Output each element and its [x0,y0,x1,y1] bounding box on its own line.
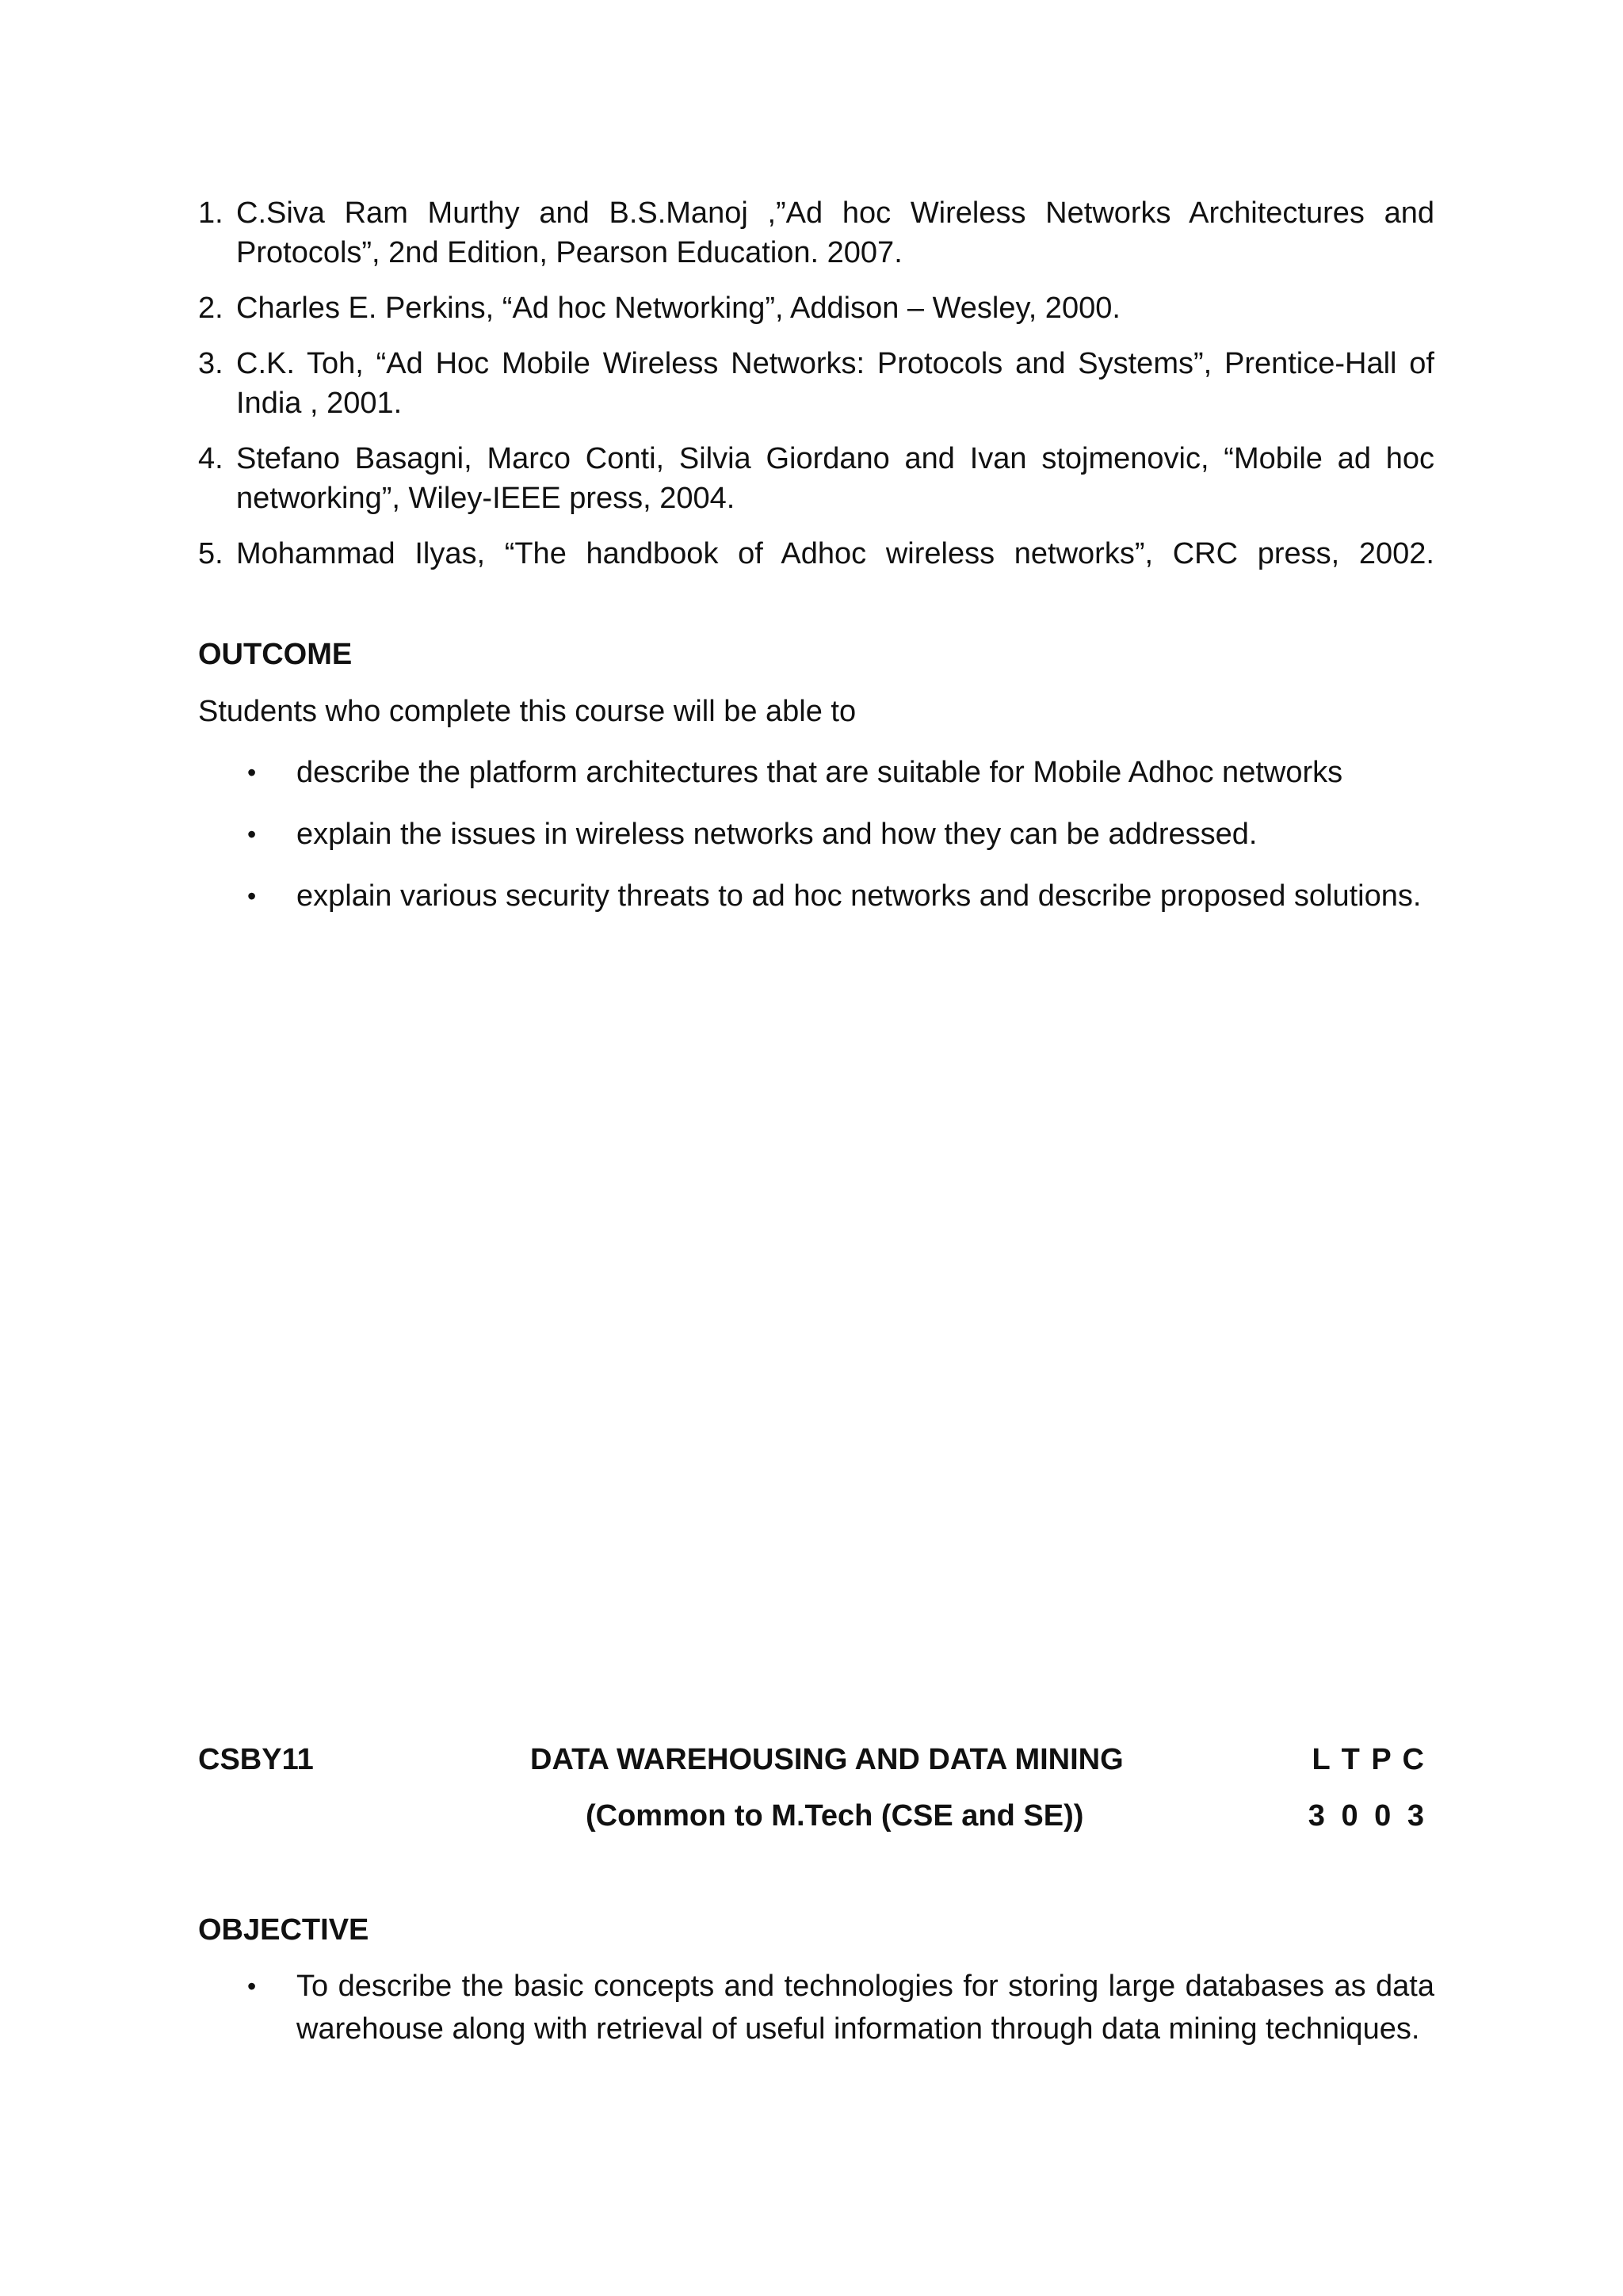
bullet-icon: • [247,882,257,910]
reference-text: Mohammad Ilyas, “The handbook of Adhoc wireless networks”, CRC press, 2002. [236,537,1434,570]
outcome-bullet-text: explain the issues in wireless networks and how they can be addressed. [296,818,1258,851]
outcome-bullet-text: explain various security threats to ad hoc networks and describe proposed solutions. [296,879,1422,913]
objective-bullet-text: To describe the basic concepts and technologies for storing large databases as data warehouse along with retrieval of useful information through data mining techniques. [296,1970,1434,2046]
ltpc-values: 3 0 0 3 [1308,1799,1424,1833]
course-subtitle: (Common to M.Tech (CSE and SE)) [586,1799,1084,1833]
reference-number: 4. [198,442,223,475]
reference-list [198,193,1434,589]
course-subheader-row [198,1796,1434,1836]
reference-text: Stefano Basagni, Marco Conti, Silvia Giordano and Ivan stojmenovic, “Mobile ad hoc networking”, Wiley-IEEE press, 2004. [236,442,1434,515]
reference-number: 2. [198,292,223,325]
outcome-bullet-item [198,875,1434,917]
bullet-icon: • [247,758,257,787]
course-header-row [198,1740,1434,1779]
reference-number: 1. [198,196,223,230]
reference-text: C.Siva Ram Murthy and B.S.Manoj ,”Ad hoc Wireless Networks Architectures and Protocols”, 2nd Edition, Pearson Education. 2007. [236,196,1434,269]
outcome-bullet-list [198,751,1434,936]
outcome-bullet-text: describe the platform architectures that are suitable for Mobile Adhoc networks [296,756,1343,789]
ltpc-labels: L T P C [1312,1743,1424,1776]
outcome-intro: Students who complete this course will be able to [198,695,857,728]
reference-number: 3. [198,347,223,380]
objective-heading: OBJECTIVE [198,1913,369,1947]
reference-text: C.K. Toh, “Ad Hoc Mobile Wireless Networks: Protocols and Systems”, Prentice-Hall of India , 2001. [236,347,1434,420]
course-code: CSBY11 [198,1743,314,1776]
outcome-bullet-item [198,751,1434,794]
reference-item [198,288,1434,328]
reference-number: 5. [198,537,223,570]
reference-item [198,193,1434,273]
reference-item [198,344,1434,423]
outcome-bullet-item [198,813,1434,856]
outcome-heading: OUTCOME [198,638,353,671]
objective-bullet-list [198,1965,1434,2069]
course-title: DATA WAREHOUSING AND DATA MINING [530,1743,1124,1776]
reference-text: Charles E. Perkins, “Ad hoc Networking”, Addison – Wesley, 2000. [236,292,1121,325]
reference-item [198,534,1434,574]
bullet-icon: • [247,820,257,849]
objective-bullet-item [198,1965,1434,2050]
reference-item [198,439,1434,518]
bullet-icon: • [247,1972,257,2000]
